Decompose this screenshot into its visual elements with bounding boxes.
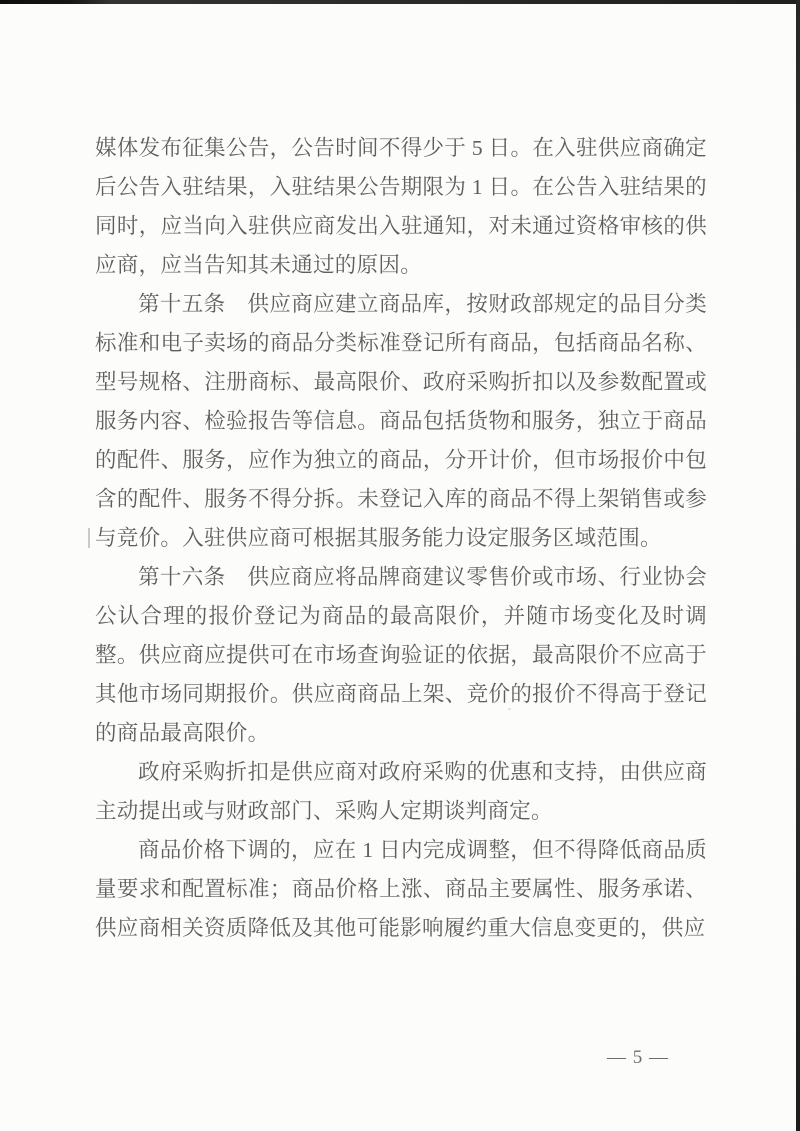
scan-speck bbox=[508, 708, 511, 710]
paragraph-procurement-discount: 政府采购折扣是供应商对政府采购的优惠和支持，由供应商主动提出或与财政部门、采购人定期谈判商定。 bbox=[95, 760, 707, 823]
paragraph-article-15: 第十五条 供应商应建立商品库，按财政部规定的品目分类标准和电子卖场的商品分类标准登记所有商品，包括商品名称、型号规格、注册商标、最高限价、政府采购折扣以及参数配置或服务内容、检验报告等信息。商品包括货物和服务，独立于商品的配件、服务，应作为独立的商品，分开计价，但市场报价中包含的配件、服务不得分拆。未登记入库的商品不得上架销售或参与竞价。入驻供应商可根据其服务能力设定服务区域范围。 bbox=[95, 292, 707, 550]
page-number: — 5 — bbox=[607, 1047, 669, 1068]
scan-speck bbox=[205, 300, 208, 303]
page-footer bbox=[598, 1047, 678, 1069]
scan-edge-right bbox=[796, 0, 800, 1131]
document-body bbox=[95, 129, 707, 948]
scan-speck bbox=[88, 528, 90, 548]
scan-edge-top bbox=[0, 0, 800, 4]
paragraph-article-16: 第十六条 供应商应将品牌商建议零售价或市场、行业协会公认合理的报价登记为商品的最高限价，并随市场变化及时调整。供应商应提供可在市场查询验证的依据，最高限价不应高于其他市场同期报价。供应商商品上架、竞价的报价不得高于登记的商品最高限价。 bbox=[95, 565, 707, 745]
paragraph-price-adjustment: 商品价格下调的，应在 1 日内完成调整，但不得降低商品质量要求和配置标准；商品价格上涨、商品主要属性、服务承诺、供应商相关资质降低及其他可能影响履约重大信息变更的，供应 bbox=[95, 838, 707, 940]
paragraph-continuation: 媒体发布征集公告，公告时间不得少于 5 日。在入驻供应商确定后公告入驻结果，入驻结果公告期限为 1 日。在公告入驻结果的同时，应当向入驻供应商发出入驻通知，对未通过资格审核的供应商，应当告知其未通过的原因。 bbox=[95, 136, 707, 277]
